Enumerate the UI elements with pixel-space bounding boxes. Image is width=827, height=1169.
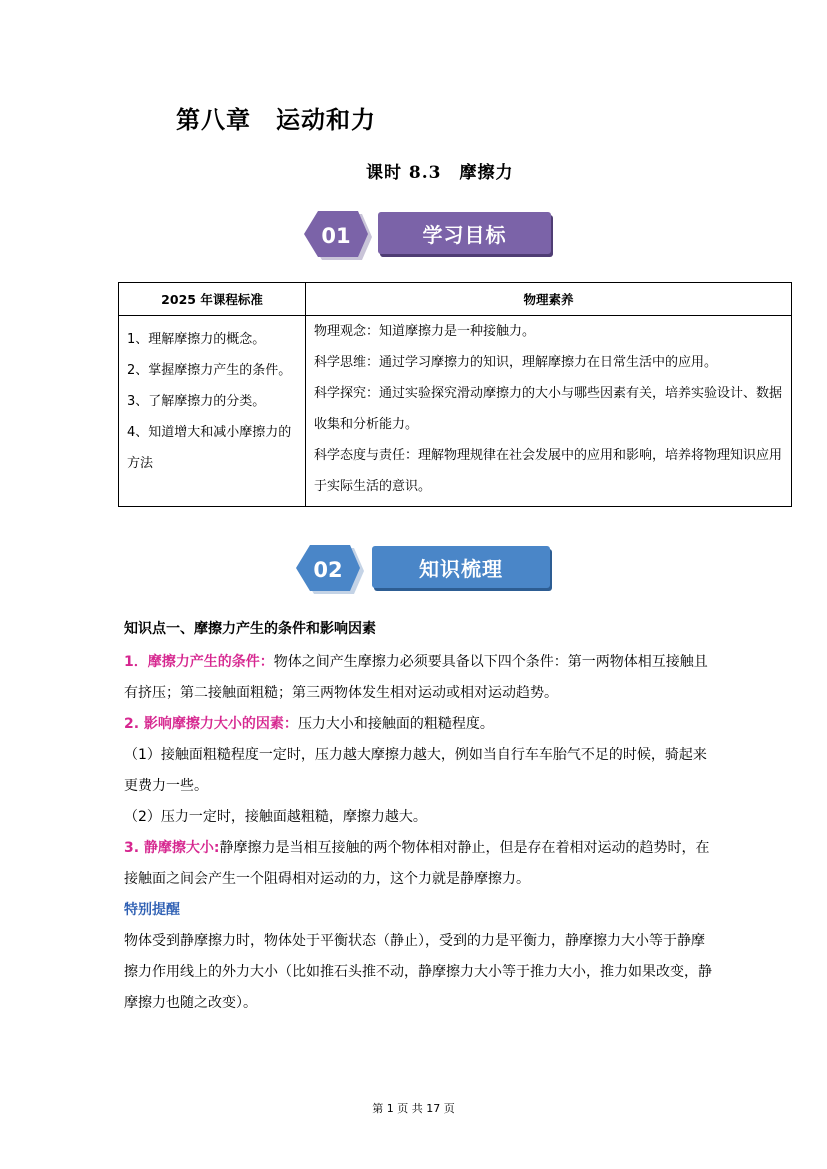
label-factors: 2. 影响摩擦力大小的因素： xyxy=(124,716,298,732)
text-static: 静摩擦力是当相互接触的两个物体相对静止，但是存在着相对运动的趋势时，在接触面之间会产生一个阻碍相对运动的力，这个力就是静摩擦力。 xyxy=(124,840,710,887)
literacy-item: 物理观念：知道摩擦力是一种接触力。 xyxy=(314,324,536,339)
literacy-cell xyxy=(306,316,792,507)
standard-item: 3、了解摩擦力的分类。 xyxy=(127,394,266,409)
banner1-label: 学习目标 xyxy=(378,212,551,254)
knowledge-point-title: 知识点一、摩擦力产生的条件和影响因素 xyxy=(124,621,376,637)
literacy-item: 科学思维：通过学习摩擦力的知识，理解摩擦力在日常生活中的应用。 xyxy=(314,355,718,370)
banner2-number: 02 xyxy=(313,558,343,582)
text-factors: 压力大小和接触面的粗糙程度。 xyxy=(297,716,494,732)
knowledge-section xyxy=(124,614,714,1019)
literacy-item: 科学探究：通过实验探究滑动摩擦力的大小与哪些因素有关，培养实验设计、数据收集和分析能力。 xyxy=(314,386,783,432)
badge-01-icon xyxy=(300,206,380,268)
section-banner-knowledge xyxy=(292,540,557,602)
table-header-literacy: 物理素养 xyxy=(306,283,792,316)
section-banner-goals xyxy=(300,206,555,268)
lesson-title: 课时 8.3 摩擦力 xyxy=(366,163,514,183)
paragraph-sub1: （1）接触面粗糙程度一定时，压力越大摩擦力越大，例如当自行车车胎气不足的时候，骑起来更费力一些。 xyxy=(124,747,707,794)
standard-item: 1、理解摩擦力的概念。 xyxy=(127,332,266,347)
standards-cell xyxy=(119,316,306,507)
paragraph-static xyxy=(124,833,714,895)
learning-goals-table xyxy=(118,282,792,507)
paragraph-factors xyxy=(124,709,714,740)
paragraph-conditions xyxy=(124,647,714,709)
page-footer: 第 1 页 共 17 页 xyxy=(372,1102,455,1115)
label-static: 3. 静摩擦大小: xyxy=(124,840,220,856)
tip-label: 特别提醒 xyxy=(124,902,180,918)
text-conditions: 物体之间产生摩擦力必须要具备以下四个条件：第一两物体相互接触且有挤压；第二接触面粗糙；第三两物体发生相对运动或相对运动趋势。 xyxy=(124,654,708,701)
standard-item: 4、知道增大和减小摩擦力的方法 xyxy=(127,425,292,471)
literacy-item: 科学态度与责任：理解物理规律在社会发展中的应用和影响，培养将物理知识应用于实际生活的意识。 xyxy=(314,448,783,494)
badge-02-icon xyxy=(292,540,372,602)
banner2-label: 知识梳理 xyxy=(372,546,550,588)
tip-text: 物体受到静摩擦力时，物体处于平衡状态（静止），受到的力是平衡力，静摩擦力大小等于静摩擦力作用线上的外力大小（比如推石头推不动，静摩擦力大小等于推力大小，推力如果改变，静摩擦力也随之改变）。 xyxy=(124,933,712,1011)
paragraph-sub2: （2）压力一定时，接触面越粗糙，摩擦力越大。 xyxy=(124,809,427,825)
standard-item: 2、掌握摩擦力产生的条件。 xyxy=(127,363,292,378)
chapter-title: 第八章 运动和力 xyxy=(176,105,376,134)
banner1-number: 01 xyxy=(321,224,351,248)
table-header-standards: 2025 年课程标准 xyxy=(119,283,306,316)
label-conditions: 1．摩擦力产生的条件： xyxy=(124,654,274,670)
